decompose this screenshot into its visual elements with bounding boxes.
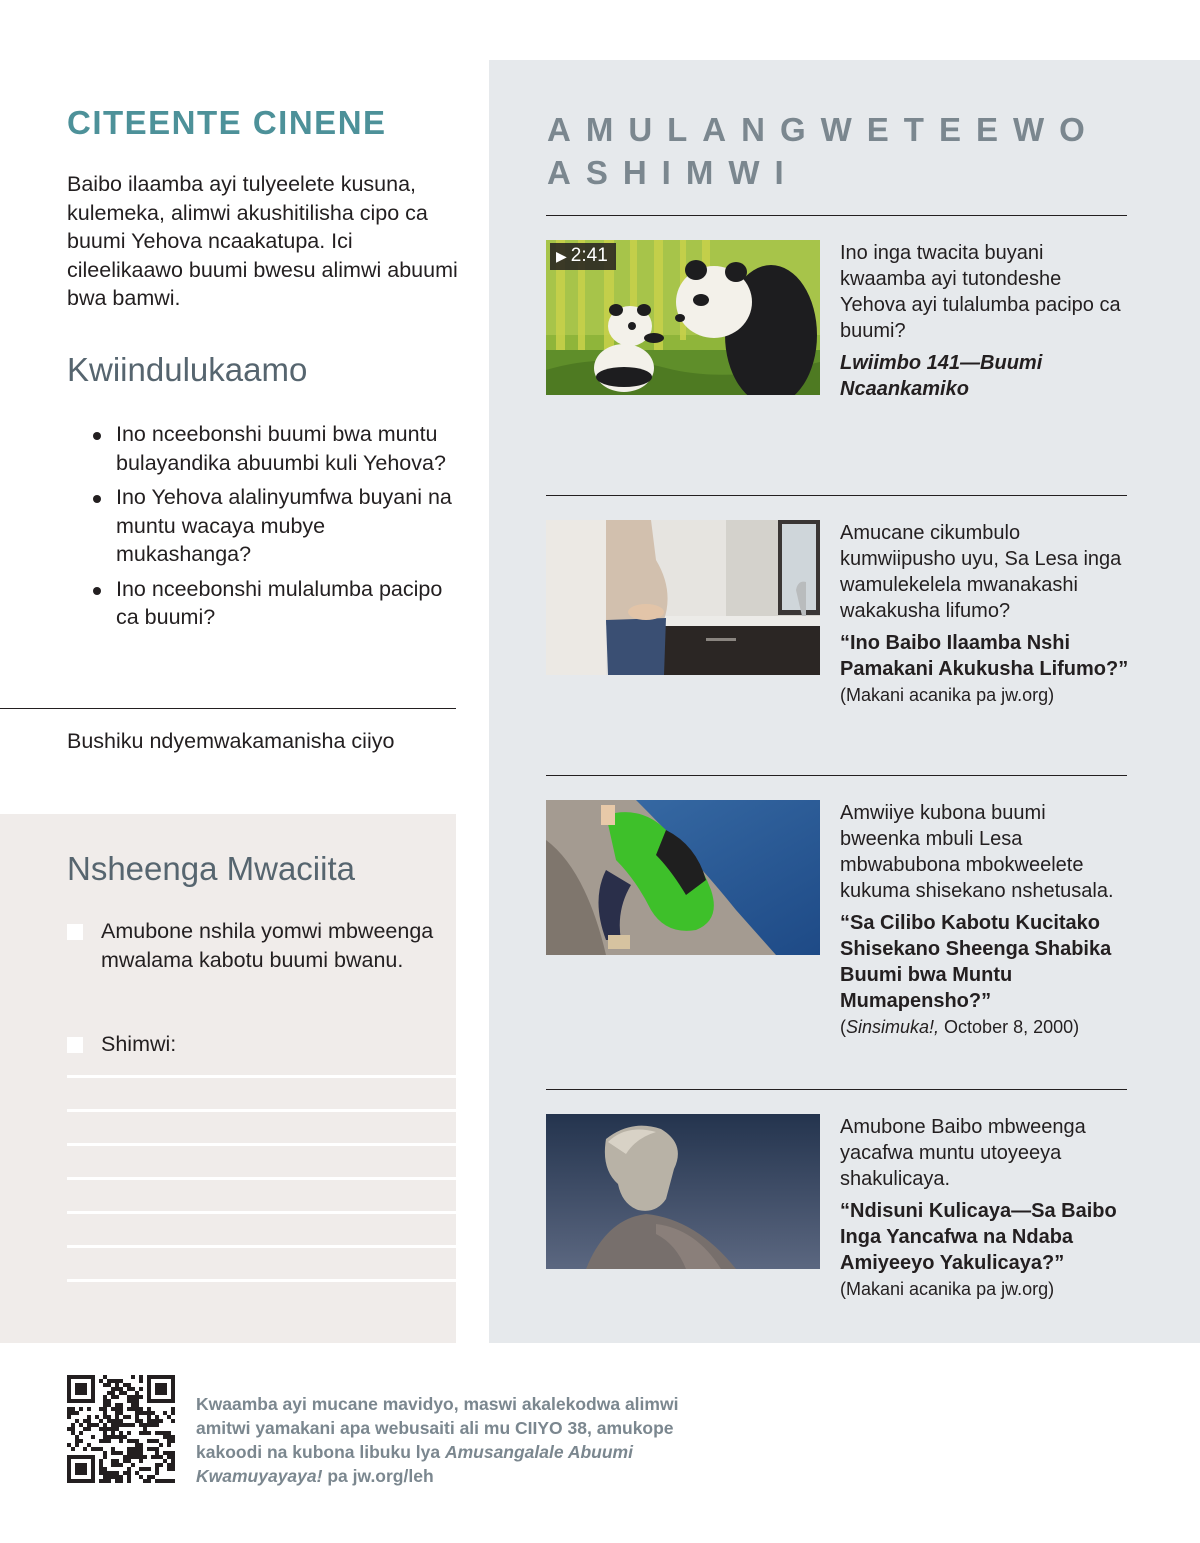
divider [0,708,456,709]
summary-text: Baibo ilaamba ayi tulyeelete kusuna, kulemeka, alimwi akushitilisha cipo ca buumi Yehova ncaakatupa. Ici cileelikaawo buumi bwesu alimwi abuumi bwa bamwi. [67,172,458,310]
panda-video-thumbnail[interactable] [546,240,820,395]
review-question: Ino nceebonshi mulalumba pacipo ca buumi? [90,575,460,632]
goals-panel [0,814,456,1343]
goal-text: Amubone nshila yomwi mbweenga mwalama kabotu buumi bwanu. [101,919,434,972]
goal-item [67,1030,437,1059]
more-resources-title: AMULANGWETEEWO ASHIMWI [547,111,1100,191]
resource-source: (Makani acanika pa jw.org) [840,1279,1055,1299]
video-duration [550,243,616,270]
resource-text: Amwiiye kubona buumi bweenka mbuli Lesa mbwabubona mbokweelete kukuma shisekano nshetusala. [840,802,1114,902]
play-icon: ▶ [556,248,567,264]
resource-source: (Sinsimuka!, October 8, 2000) [840,1017,1080,1037]
completion-date-label[interactable]: Bushiku ndyemwakamanisha ciiyo [67,729,395,753]
write-line[interactable] [67,1143,456,1146]
review-questions [90,420,460,638]
climber-thumbnail[interactable] [546,800,820,955]
write-line[interactable] [67,1109,456,1112]
pregnant-woman-thumbnail[interactable] [546,520,820,675]
resource-description [840,800,1130,1046]
review-title: Kwiindulukaamo [67,351,308,388]
goal-item [67,917,437,974]
divider [546,1089,1127,1090]
review-question: Ino Yehova alalinyumfwa buyani na muntu wacaya mubye mukashanga? [90,483,460,569]
goal-text: Shimwi: [101,1032,177,1056]
qr-code[interactable] [67,1375,175,1483]
resource-text: Amubone Baibo mbweenga yacafwa muntu utoyeeya shakulicaya. [840,1116,1086,1190]
resource-description [840,520,1130,714]
review-question: Ino nceebonshi buumi bwa muntu bulayandika abuumbi kuli Yehova? [90,420,460,477]
divider [546,495,1127,496]
resource-link[interactable]: “Ino Baibo Ilaamba Nshi Pamakani Akukusha Lifumo?” [840,632,1129,680]
divider [546,775,1127,776]
resource-description [840,1114,1130,1308]
goal-checkbox[interactable] [67,1037,83,1053]
resource-text: Ino inga twacita buyani kwaamba ayi tutondeshe Yehova ayi tulalumba pacipo ca buumi? [840,242,1121,342]
goals-title: Nsheenga Mwaciita [67,850,355,887]
write-line[interactable] [67,1245,456,1248]
write-line[interactable] [67,1279,456,1282]
resource-link[interactable]: “Sa Cilibo Kabotu Kucitako Shisekano Sheenga Shabika Buumi bwa Muntu Mumapensho?” [840,912,1112,1012]
write-line[interactable] [67,1177,456,1180]
resource-link[interactable]: Lwiimbo 141—Buumi Ncaankamiko [840,352,1043,400]
summary-title: CITEENTE CINENE [67,104,387,141]
divider [546,215,1127,216]
footer-text: Kwaamba ayi mucane mavidyo, maswi akalekodwa alimwi amitwi yamakani apa webusaiti ali mu CIIYO 38, amukope kakoodi na kubona libuku lya Amusangalale Abuumi Kwamuyayaya! pa jw.org/leh [196,1394,679,1486]
statue-man-thumbnail[interactable] [546,1114,820,1269]
duration-label: 2:41 [570,245,608,266]
resource-description [840,240,1130,408]
resource-source: (Makani acanika pa jw.org) [840,685,1055,705]
resource-text: Amucane cikumbulo kumwiipusho uyu, Sa Lesa inga wamulekelela mwanakashi wakakusha lifumo? [840,522,1122,622]
write-line[interactable] [67,1075,456,1078]
write-line[interactable] [67,1211,456,1214]
goal-checkbox[interactable] [67,924,83,940]
resource-link[interactable]: “Ndisuni Kulicaya—Sa Baibo Inga Yancafwa na Ndaba Amiyeeyo Yakulicaya?” (Makani acanika pa jw.org) [840,1200,1117,1299]
